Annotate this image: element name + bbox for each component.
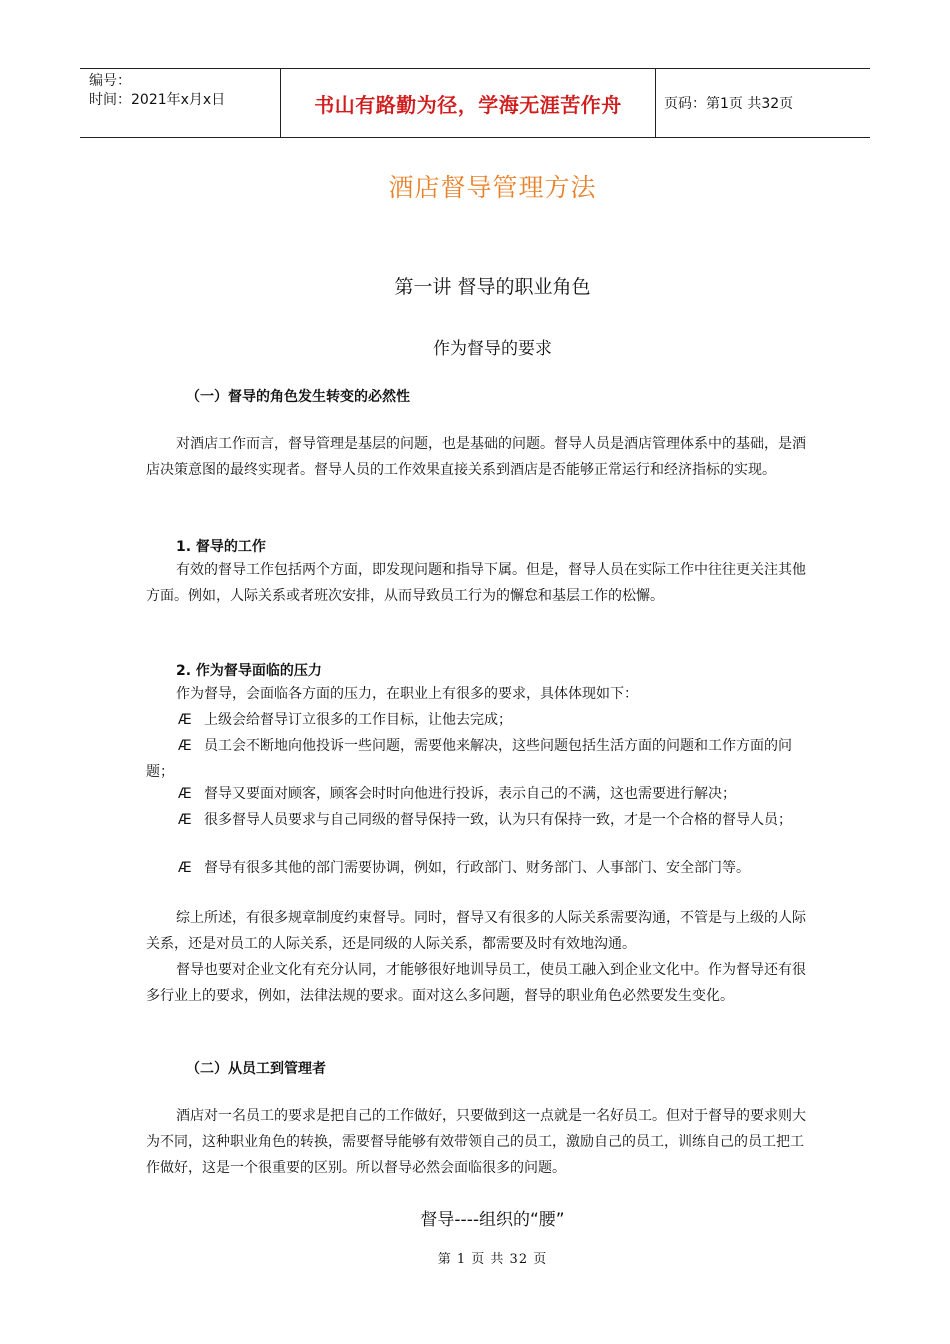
bullet-item: [146, 733, 806, 785]
bullet-mark: Æ: [178, 786, 192, 802]
document-title: 酒店督导管理方法: [388, 173, 597, 202]
part2-heading: （二）从员工到管理者: [186, 1061, 326, 1077]
header-page-info: 页码：第1页 共32页: [664, 96, 794, 112]
summary-paragraph-2: 督导也要对企业文化有充分认同，才能够很好地训导员工，使员工融入到企业文化中。作为督导还有很多行业上的要求，例如，法律法规的要求。面对这么多问题，督导的职业角色必然要发生变化。: [146, 962, 806, 1004]
summary-paragraph-1: 综上所述，有很多规章制度约束督导。同时，督导又有很多的人际关系需要沟通，不管是与上级的人际关系，还是对员工的人际关系，还是同级的人际关系，都需要及时有效地沟通。: [146, 910, 806, 952]
bullet-text: 上级会给督导订立很多的工作目标，让他去完成；: [204, 712, 512, 728]
next-subheading: 督导----组织的“腰”: [420, 1210, 565, 1230]
bullet-mark: Æ: [178, 712, 192, 728]
sub1-heading: 1. 督导的工作: [176, 539, 266, 555]
bullet-item: [146, 807, 806, 833]
bullet-item: [146, 855, 806, 881]
part1-intro: 对酒店工作而言，督导管理是基层的问题，也是基础的问题。督导人员是酒店管理体系中的基础，是酒店决策意图的最终实现者。督导人员的工作效果直接关系到酒店是否能够正常运行和经济指标的实现。: [146, 436, 806, 478]
part2-text: 酒店对一名员工的要求是把自己的工作做好，只要做到这一点就是一名好员工。但对于督导的要求则大为不同，这种职业角色的转换，需要督导能够有效带领自己的员工，激励自己的员工，训练自己的员工把工作做好，这是一个很重要的区别。所以督导必然会面临很多的问题。: [146, 1108, 806, 1176]
bullet-mark: Æ: [178, 860, 192, 876]
number-label: 编号：: [89, 73, 131, 89]
part1-heading: （一）督导的角色发生转变的必然性: [186, 389, 410, 405]
lecture-title: 第一讲 督导的职业角色: [394, 276, 591, 298]
bullet-text: 员工会不断地向他投诉一些问题，需要他来解决，这些问题包括生活方面的问题和工作方面的问题；: [146, 738, 792, 780]
bullet-text: 督导又要面对顾客，顾客会时时向他进行投诉，表示自己的不满，这也需要进行解决；: [204, 786, 736, 802]
bullet-mark: Æ: [178, 812, 192, 828]
bullet-item: [146, 781, 806, 807]
bullet-text: 很多督导人员要求与自己同级的督导保持一致，认为只有保持一致，才是一个合格的督导人员；: [204, 812, 792, 828]
page-footer: 第 1 页 共 32 页: [437, 1252, 548, 1267]
sub2-heading: 2. 作为督导面临的压力: [176, 663, 322, 679]
bullet-item: [146, 707, 806, 733]
sub1-text: 有效的督导工作包括两个方面，即发现问题和指导下属。但是，督导人员在实际工作中往往更关注其他方面。例如，人际关系或者班次安排，从而导致员工行为的懈怠和基层工作的松懈。: [146, 562, 806, 604]
section-title: 作为督导的要求: [433, 339, 552, 359]
bullet-text: 督导有很多其他的部门需要协调，例如，行政部门、财务部门、人事部门、安全部门等。: [204, 860, 750, 876]
header-table: [80, 68, 870, 138]
header-meta: [80, 69, 281, 137]
sub2-text: 作为督导，会面临各方面的压力，在职业上有很多的要求，具体体现如下：: [176, 686, 638, 702]
bullet-mark: Æ: [178, 738, 192, 754]
header-motto: 书山有路勤为径，学海无涯苦作舟: [281, 69, 656, 137]
date-label: 时间：2021年x月x日: [89, 92, 226, 108]
